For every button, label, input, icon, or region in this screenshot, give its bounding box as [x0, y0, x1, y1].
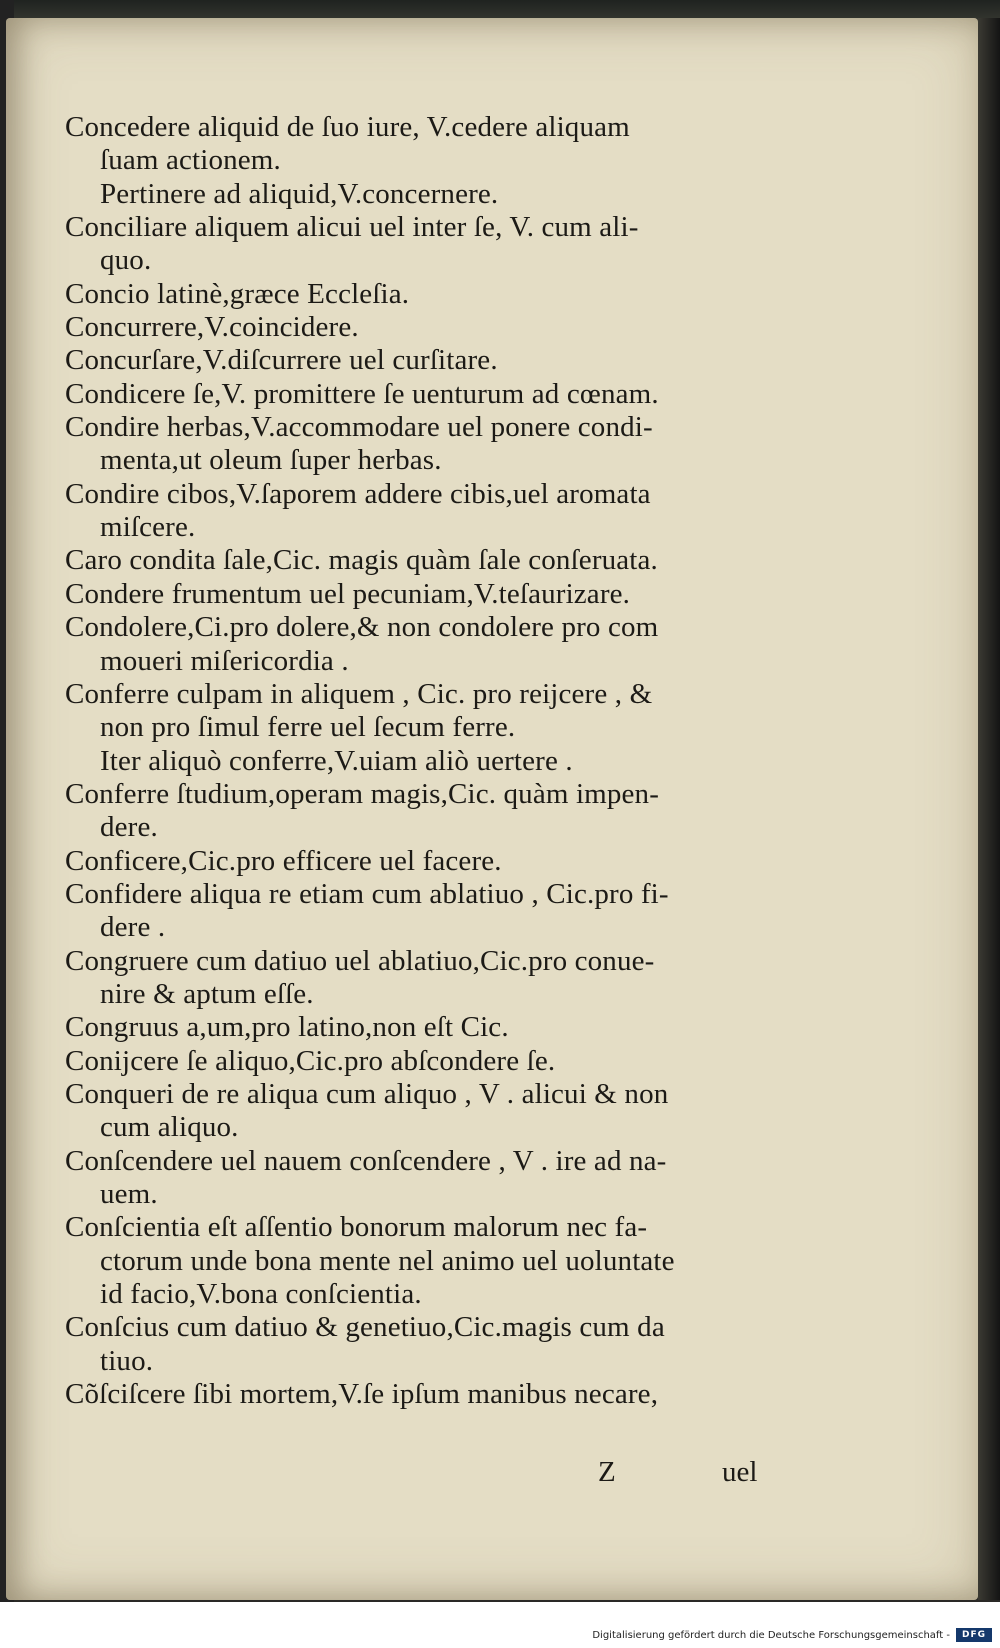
- page-text-block: [65, 111, 775, 1411]
- text-line: Condicere ſe,V. promittere ſe uenturum ad cœnam.: [65, 377, 659, 410]
- text-line: Condolere,Ci.pro dolere,& non condolere pro com: [65, 611, 659, 644]
- text-line: Condere frumentum uel pecuniam,V.teſaurizare.: [65, 577, 631, 610]
- text-line: Congruere cum datiuo uel ablatiuo,Cic.pro conue-: [65, 944, 655, 977]
- text-line: Conqueri de re aliqua cum aliquo , V . alicui & non: [65, 1077, 669, 1110]
- text-line: moueri miſericordia .: [100, 644, 349, 677]
- text-line: Congruus a,um,pro latino,non eſt Cic.: [65, 1011, 509, 1044]
- text-line: Concurſare,V.diſcurrere uel curſitare.: [65, 344, 498, 377]
- text-line: dere .: [100, 911, 166, 944]
- text-line: menta,ut oleum ſuper herbas.: [100, 444, 442, 477]
- funding-credit: Digitalisierung gefördert durch die Deutsche Forschungsgemeinschaft -: [592, 1630, 950, 1641]
- text-line: nire & aptum eſſe.: [100, 977, 314, 1010]
- catchword: uel: [722, 1456, 758, 1488]
- text-line: Iter aliquò conferre,V.uiam aliò uertere .: [100, 744, 573, 777]
- text-line: uem.: [100, 1178, 158, 1210]
- text-line: cum aliquo.: [100, 1111, 239, 1144]
- text-line: Caro condita ſale,Cic. magis quàm ſale conſeruata.: [65, 544, 658, 577]
- text-line: Conficere,Cic.pro efficere uel facere.: [65, 844, 502, 877]
- text-line: dere.: [100, 811, 158, 844]
- text-line: Conferre culpam in aliquem , Cic. pro reijcere , &: [65, 677, 653, 710]
- text-line: miſcere.: [100, 511, 196, 544]
- text-line: ſuam actionem.: [100, 144, 281, 177]
- text-line: quo.: [100, 244, 152, 277]
- text-line: Conſcendere uel nauem conſcendere , V . ire ad na-: [65, 1144, 667, 1177]
- text-line: Condire herbas,V.accommodare uel ponere condi-: [65, 411, 653, 444]
- book-right-edge: [978, 18, 1000, 1600]
- text-line: Confidere aliqua re etiam cum ablatiuo , Cic.pro fi-: [65, 877, 669, 910]
- text-line: Conferre ſtudium,operam magis,Cic. quàm impen-: [65, 777, 660, 810]
- text-line: Conſcius cum datiuo & genetiuo,Cic.magis cum da: [65, 1311, 665, 1344]
- credit-bar: [0, 1602, 1000, 1648]
- text-line: id facio,V.bona conſcientia.: [100, 1278, 422, 1311]
- text-line: Conijcere ſe aliquo,Cic.pro abſcondere ſe.: [65, 1044, 556, 1077]
- text-line: Cõſciſcere ſibi mortem,V.ſe ipſum manibus necare,: [65, 1378, 659, 1411]
- signature-mark: Z: [598, 1456, 616, 1488]
- text-line: Condire cibos,V.ſaporem addere cibis,uel aromata: [65, 477, 651, 510]
- text-line: Conciliare aliquem alicui uel inter ſe, V. cum ali-: [65, 211, 639, 244]
- text-line: Concurrere,V.coincidere.: [65, 311, 359, 344]
- text-line: ctorum unde bona mente nel animo uel uoluntate: [100, 1244, 675, 1277]
- text-line: Pertinere ad aliquid,V.concernere.: [100, 177, 499, 210]
- text-line: Conſcientia eſt aſſentio bonorum malorum nec fa-: [65, 1211, 648, 1244]
- text-line: tiuo.: [100, 1344, 154, 1377]
- dfg-logo: DFG: [956, 1628, 992, 1642]
- text-line: non pro ſimul ferre uel ſecum ferre.: [100, 711, 516, 744]
- text-line: Concedere aliquid de ſuo iure, V.cedere aliquam: [65, 111, 630, 143]
- text-line: Concio latinè,græce Eccleſia.: [65, 277, 410, 310]
